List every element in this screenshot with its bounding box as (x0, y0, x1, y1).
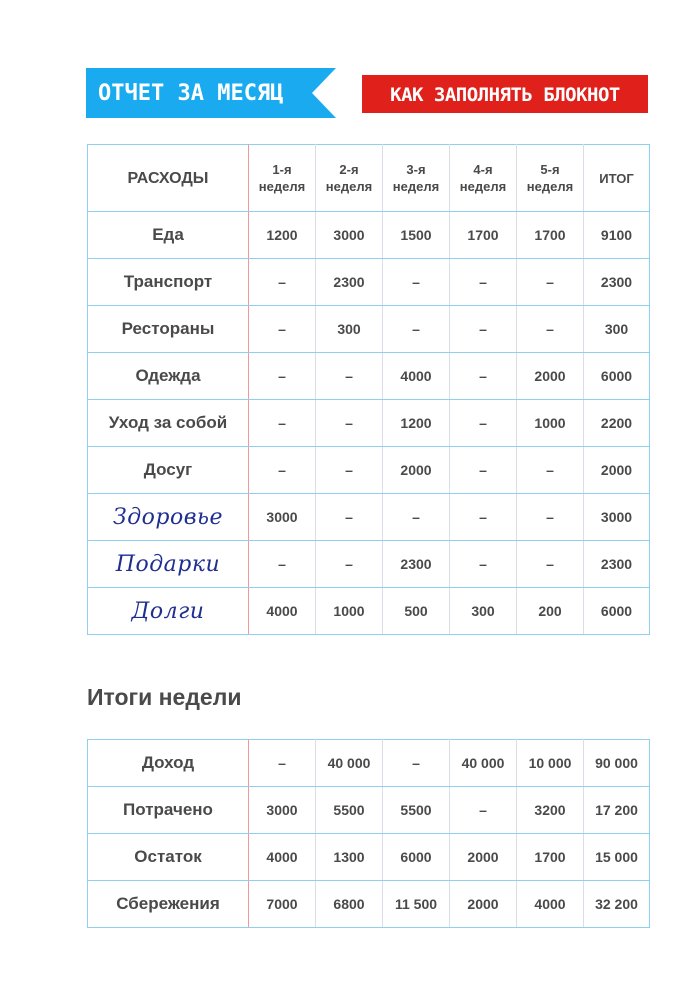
weekly-totals-title: Итоги недели (87, 684, 242, 710)
weekly-totals-table (87, 739, 650, 928)
week-value-cell: – (517, 306, 584, 353)
week-value-cell: 300 (450, 588, 517, 635)
week-value-cell: 2000 (383, 447, 450, 494)
week-value-cell: – (249, 447, 316, 494)
week-value-cell: 10 000 (517, 740, 584, 787)
week-value-cell: – (450, 494, 517, 541)
week-value-cell: 200 (517, 588, 584, 635)
row-total-cell: 15 000 (584, 834, 650, 881)
week-value-cell: – (316, 541, 383, 588)
week-value-cell: – (383, 494, 450, 541)
week-value-cell: 3000 (316, 212, 383, 259)
expense-row (88, 588, 650, 635)
week-value-cell: – (450, 306, 517, 353)
expense-row (88, 447, 650, 494)
week-value-cell: 1000 (517, 400, 584, 447)
week-value-cell: – (383, 259, 450, 306)
row-label: Одежда (88, 353, 249, 400)
week-value-cell: – (517, 541, 584, 588)
expense-row (88, 259, 650, 306)
row-label: Доход (88, 740, 249, 787)
row-total-cell: 17 200 (584, 787, 650, 834)
report-title-banner (86, 68, 336, 118)
row-label: Еда (88, 212, 249, 259)
row-label: Уход за собой (88, 400, 249, 447)
week-value-cell: 40 000 (450, 740, 517, 787)
week-value-cell: – (249, 259, 316, 306)
week-value-cell: 1500 (383, 212, 450, 259)
row-label: Потрачено (88, 787, 249, 834)
week-value-cell: 1700 (517, 212, 584, 259)
week-value-cell: 3000 (249, 787, 316, 834)
expense-row (88, 541, 650, 588)
row-total-cell: 6000 (584, 588, 650, 635)
week-value-cell: 40 000 (316, 740, 383, 787)
week-value-cell: – (249, 541, 316, 588)
row-total-cell: 2300 (584, 541, 650, 588)
week-value-cell: – (316, 400, 383, 447)
week-value-cell: – (517, 259, 584, 306)
weekly-total-row (88, 834, 650, 881)
column-header: 4-я неделя (450, 145, 517, 212)
row-label: Здоровье (88, 494, 249, 541)
week-value-cell: 6000 (383, 834, 450, 881)
week-value-cell: – (316, 353, 383, 400)
column-header: ИТОГ (584, 145, 650, 212)
column-header: РАСХОДЫ (88, 145, 249, 212)
week-value-cell: – (316, 447, 383, 494)
week-value-cell: – (450, 400, 517, 447)
week-value-cell: – (249, 400, 316, 447)
row-label: Транспорт (88, 259, 249, 306)
row-total-cell: 2300 (584, 259, 650, 306)
row-label: Подарки (88, 541, 249, 588)
week-value-cell: 2300 (316, 259, 383, 306)
week-value-cell: – (450, 787, 517, 834)
week-value-cell: – (450, 541, 517, 588)
row-total-cell: 32 200 (584, 881, 650, 928)
week-value-cell: 2300 (383, 541, 450, 588)
week-value-cell: – (249, 740, 316, 787)
week-value-cell: – (450, 259, 517, 306)
row-total-cell: 6000 (584, 353, 650, 400)
column-header: 1-я неделя (249, 145, 316, 212)
weekly-total-row (88, 881, 650, 928)
week-value-cell: – (383, 306, 450, 353)
row-label: Досуг (88, 447, 249, 494)
column-header: 3-я неделя (383, 145, 450, 212)
week-value-cell: 4000 (249, 834, 316, 881)
week-value-cell: – (450, 447, 517, 494)
week-value-cell: – (450, 353, 517, 400)
week-value-cell: 2000 (517, 353, 584, 400)
week-value-cell: 300 (316, 306, 383, 353)
week-value-cell: 4000 (249, 588, 316, 635)
week-value-cell: 3000 (249, 494, 316, 541)
report-title: ОТЧЕТ ЗА МЕСЯЦ (98, 81, 284, 106)
expense-row (88, 400, 650, 447)
week-value-cell: – (316, 494, 383, 541)
expense-row (88, 212, 650, 259)
week-value-cell: 4000 (383, 353, 450, 400)
column-header: 5-я неделя (517, 145, 584, 212)
week-value-cell: 11 500 (383, 881, 450, 928)
week-value-cell: 1300 (316, 834, 383, 881)
row-total-cell: 300 (584, 306, 650, 353)
row-total-cell: 2200 (584, 400, 650, 447)
week-value-cell: 1700 (450, 212, 517, 259)
week-value-cell: – (517, 494, 584, 541)
expense-row (88, 306, 650, 353)
how-to-fill-link[interactable]: КАК ЗАПОЛНЯТЬ БЛОКНОТ (362, 75, 648, 113)
week-value-cell: – (249, 353, 316, 400)
row-total-cell: 9100 (584, 212, 650, 259)
week-value-cell: 5500 (316, 787, 383, 834)
row-label: Долги (88, 588, 249, 635)
row-total-cell: 2000 (584, 447, 650, 494)
week-value-cell: 1200 (249, 212, 316, 259)
week-value-cell: 2000 (450, 881, 517, 928)
week-value-cell: 1000 (316, 588, 383, 635)
expenses-header-row (88, 145, 650, 212)
weekly-total-row (88, 787, 650, 834)
week-value-cell: 500 (383, 588, 450, 635)
expenses-table (87, 144, 650, 635)
weekly-total-row (88, 740, 650, 787)
expense-row (88, 353, 650, 400)
week-value-cell: – (517, 447, 584, 494)
column-header: 2-я неделя (316, 145, 383, 212)
row-label: Остаток (88, 834, 249, 881)
week-value-cell: 3200 (517, 787, 584, 834)
week-value-cell: 1700 (517, 834, 584, 881)
week-value-cell: 2000 (450, 834, 517, 881)
week-value-cell: 7000 (249, 881, 316, 928)
week-value-cell: 1200 (383, 400, 450, 447)
week-value-cell: – (383, 740, 450, 787)
row-total-cell: 90 000 (584, 740, 650, 787)
week-value-cell: 5500 (383, 787, 450, 834)
week-value-cell: 4000 (517, 881, 584, 928)
row-label: Рестораны (88, 306, 249, 353)
expense-row (88, 494, 650, 541)
row-label: Сбережения (88, 881, 249, 928)
week-value-cell: 6800 (316, 881, 383, 928)
week-value-cell: – (249, 306, 316, 353)
row-total-cell: 3000 (584, 494, 650, 541)
